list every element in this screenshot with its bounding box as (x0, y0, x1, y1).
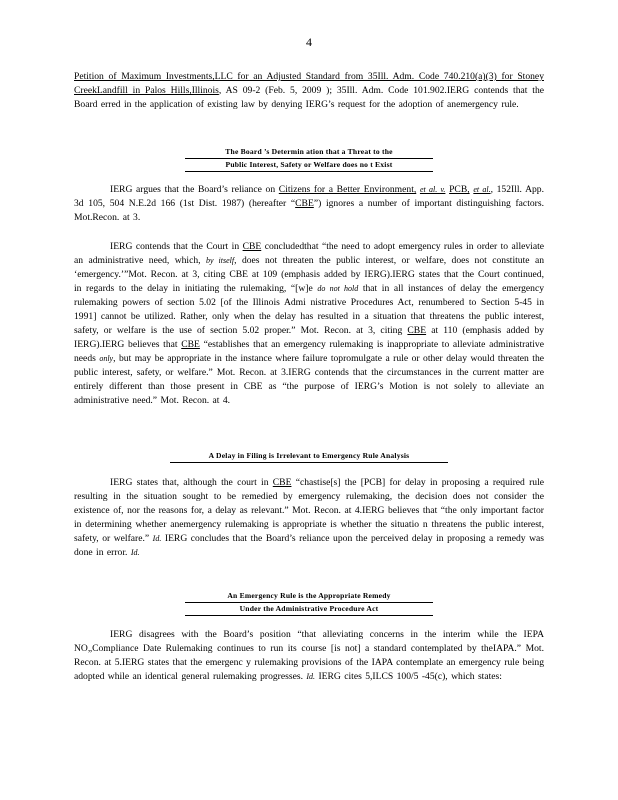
italic-text: Id. (152, 534, 162, 543)
paragraph-text: that in all instances of delay the emergency rulemaking powers of section 5.02 [of the Illinois Admi nistrative Procedures Act, renumbered to Section 5-45 in 1991] cannot be utilized. Rather, only when the delay has resulted in a situation that threatens the public interest, safety, or welfare is the use of section 5.02 proper.” Mot. Recon. at 3, citing (74, 283, 544, 336)
paragraph-text: , AS 09-2 (Feb. 5, 2009 ); 35Ill. Adm. Code 101.902.IERG contends that the Board erred in the application of existing law by denying IERG’s request for the adoption of anemergency rule. (74, 85, 545, 110)
case-abbreviation: CBE (181, 339, 200, 350)
heading-line-1: The Board ’s Determin ation that a Threat to the (185, 146, 433, 159)
italic-text: do not hold (317, 284, 359, 293)
paragraph-text: IERG states that, although the court in (110, 477, 269, 488)
case-title: Petition of Maximum Investments,LLC for an Adjusted Standard from 35Ill. Adm. Code 740.210(a)(3) for Stoney CreekLandfill in Palos Hills,Illinois (74, 71, 544, 96)
heading-line-2: Public Interest, Safety or Welfare does no t Exist (185, 159, 433, 172)
paragraph-text: IERG cites 5,ILCS 100/5 -45(c), which states: (318, 671, 502, 682)
section-heading-determination (0, 146, 618, 172)
paragraph-text: , 152Ill. App. 3d 105, 504 N.E.2d 166 (1st Dist. 1987) (hereafter “ (74, 184, 545, 209)
page-number: 4 (306, 35, 312, 49)
case-abbreviation: CBE (407, 325, 427, 336)
italic-text: et al. (473, 185, 491, 194)
case-citation: PCB, (449, 184, 470, 195)
paragraph-case-citation (74, 70, 544, 112)
heading-line: A Delay in Filing is Irrelevant to Emergency Rule Analysis (170, 450, 448, 463)
italic-text: Id. (130, 548, 140, 557)
section-heading-delay (0, 450, 618, 463)
paragraph-text: “establishes that an emergency rulemaking is inappropriate to alleviate administrative needs (74, 339, 544, 364)
paragraph-text: IERG contends that the Court in (110, 241, 240, 252)
heading-line-1: An Emergency Rule is the Appropriate Remedy (185, 590, 433, 603)
paragraph-text: , but may be appropriate in the instance where failure topromulgate a rule or other delay would threaten the public interest, safety, or welfare.” Mot. Recon. at 3.IERG contends that the circumstances in the current matter are entirely different than those present in CBE as “the purpose of IERG’s Motion is not solely to alleviate an administrative need.” Mot. Recon. at 4. (74, 353, 545, 406)
case-abbreviation: CBE (272, 477, 292, 488)
paragraph-citizens (74, 183, 544, 225)
heading-line-2: Under the Administrative Procedure Act (185, 603, 433, 616)
case-citation: Citizens for a Better Environment, (278, 184, 417, 195)
section-heading-remedy (0, 590, 618, 616)
paragraph-text: ”) ignores a number of important distinguishing factors. Mot.Recon. at 3. (74, 198, 544, 223)
paragraph-chastise (74, 476, 544, 560)
case-abbreviation: CBE (242, 241, 262, 252)
paragraph-text: at 110 (emphasis added by IERG).IERG believes that (74, 325, 545, 350)
italic-text: only (99, 354, 114, 363)
italic-text: et al. v. (419, 185, 446, 194)
paragraph-iapa (74, 628, 544, 684)
italic-text: Id. (306, 672, 316, 681)
paragraph-text: IERG disagrees with the Board’s position “that alleviating concerns in the interim while the IEPA NO„Compliance Date Rulemaking continues to run its course [is not] a standard contemplated by theIAPA.” Mot. Recon. at 5.IERG states that the emergenc y rulemaking provisions of the IAPA contemplate an emergency rule being adopted while an identical general rulemaking progresses. (74, 629, 544, 682)
case-abbreviation: CBE (295, 198, 314, 209)
paragraph-text: IERG concludes that the Board’s reliance upon the perceived delay in proposing a remedy was done in error. (74, 533, 544, 558)
paragraph-court-cbe (74, 240, 544, 408)
paragraph-text: concludedthat “the need to adopt emergency rules in order to alleviate an administrative need, which, (74, 241, 545, 266)
paragraph-text: IERG argues that the Board’s reliance on (110, 184, 276, 195)
italic-text: by itself (205, 256, 235, 265)
paragraph-text: , does not threaten the public interest, or welfare, does not constitute an ‘emergency.’”Mot. Recon. at 3, citing CBE at 109 (emphasis added by IERG).IERG states that the Court continued, in regards to the delay in initiating the rulemaking, “[w]e (74, 255, 544, 294)
paragraph-text: “chastise[s] the [PCB] for delay in proposing a required rule resulting in the situation sought to be remedied by emergency rulemaking, the decision does not consider the existence of, nor the reasons for, a delay as relevant.” Mot. Recon. at 4.IERG believes that “the only important factor in determining whether anemergency rulemaking is appropriate is whether the situatio n threatens the public interest, safety, or welfare.” (74, 477, 544, 544)
